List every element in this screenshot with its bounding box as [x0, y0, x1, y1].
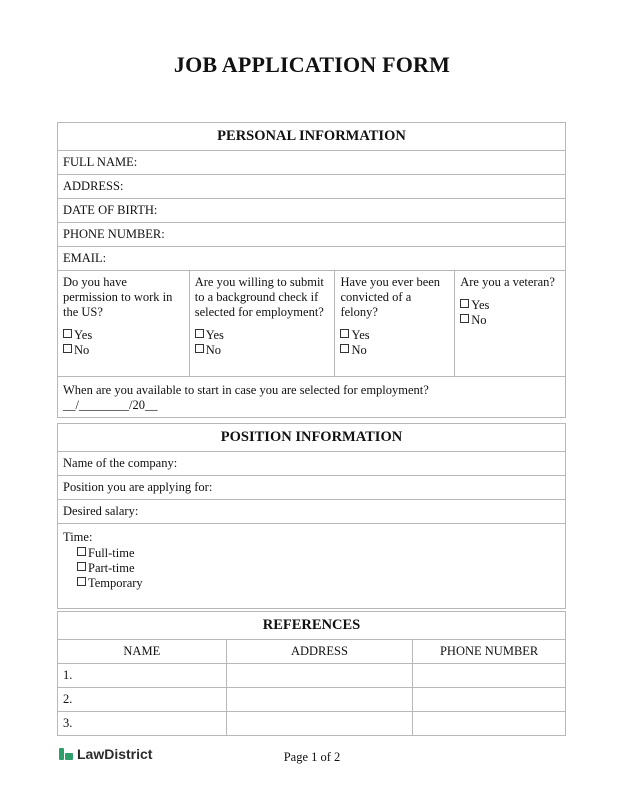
- checkbox-icon[interactable]: [77, 577, 86, 586]
- column-header-address: ADDRESS: [226, 640, 413, 664]
- column-header-phone: PHONE NUMBER: [413, 640, 566, 664]
- column-header-name: NAME: [58, 640, 227, 664]
- table-row[interactable]: 2.: [58, 688, 227, 712]
- checkbox-option[interactable]: Temporary: [77, 576, 560, 591]
- checkbox-option[interactable]: Part-time: [77, 561, 560, 576]
- checkbox-option[interactable]: Yes: [460, 298, 560, 313]
- page-number: Page 1 of 2: [283, 750, 341, 764]
- question-text: Have you ever been convicted of a felony?: [340, 275, 441, 319]
- table-row[interactable]: 3.: [58, 712, 227, 736]
- question-text: Do you have permission to work in the US?: [63, 275, 173, 319]
- start-date-blank[interactable]: __/________/20__: [63, 398, 158, 412]
- address-field[interactable]: ADDRESS:: [58, 175, 566, 199]
- table-row[interactable]: 1.: [58, 664, 227, 688]
- phone-number-field[interactable]: PHONE NUMBER:: [58, 223, 566, 247]
- reference-address-cell[interactable]: [226, 688, 413, 712]
- checkbox-option[interactable]: Yes: [340, 328, 449, 343]
- reference-phone-cell[interactable]: [413, 688, 566, 712]
- question-text: Are you willing to submit to a background check if selected for employment?: [194, 275, 324, 319]
- personal-information-section: [57, 122, 566, 418]
- background-check-question: [189, 271, 335, 377]
- reference-address-cell[interactable]: [226, 712, 413, 736]
- references-section: [57, 611, 566, 736]
- time-options: [63, 546, 560, 591]
- question-text: Are you a veteran?: [460, 275, 555, 289]
- checkbox-icon[interactable]: [340, 344, 349, 353]
- checkbox-icon[interactable]: [195, 344, 204, 353]
- personal-heading: PERSONAL INFORMATION: [58, 123, 566, 151]
- reference-phone-cell[interactable]: [413, 664, 566, 688]
- time-field: [58, 524, 566, 609]
- checkbox-icon[interactable]: [77, 562, 86, 571]
- checkbox-icon[interactable]: [63, 344, 72, 353]
- checkbox-option[interactable]: No: [63, 343, 184, 358]
- checkbox-icon[interactable]: [460, 314, 469, 323]
- checkbox-option[interactable]: Yes: [195, 328, 330, 343]
- checkbox-icon[interactable]: [63, 329, 72, 338]
- position-heading: POSITION INFORMATION: [58, 424, 566, 452]
- felony-question: [335, 271, 455, 377]
- checkbox-option[interactable]: No: [460, 313, 560, 328]
- checkbox-icon[interactable]: [460, 299, 469, 308]
- email-field[interactable]: EMAIL:: [58, 247, 566, 271]
- company-name-field[interactable]: Name of the company:: [58, 452, 566, 476]
- reference-phone-cell[interactable]: [413, 712, 566, 736]
- checkbox-option[interactable]: Full-time: [77, 546, 560, 561]
- checkbox-icon[interactable]: [195, 329, 204, 338]
- reference-address-cell[interactable]: [226, 664, 413, 688]
- date-of-birth-field[interactable]: DATE OF BIRTH:: [58, 199, 566, 223]
- availability-field[interactable]: [58, 377, 566, 418]
- checkbox-option[interactable]: No: [340, 343, 449, 358]
- full-name-field[interactable]: FULL NAME:: [58, 151, 566, 175]
- position-information-section: [57, 423, 566, 609]
- position-field[interactable]: Position you are applying for:: [58, 476, 566, 500]
- checkbox-icon[interactable]: [340, 329, 349, 338]
- work-permission-question: [58, 271, 190, 377]
- checkbox-icon[interactable]: [77, 547, 86, 556]
- time-label: Time:: [63, 530, 93, 544]
- checkbox-option[interactable]: Yes: [63, 328, 184, 343]
- veteran-question: [455, 271, 566, 377]
- brand-name: LawDistrict: [77, 746, 153, 762]
- availability-question: When are you available to start in case you are selected for employment?: [63, 383, 429, 397]
- checkbox-option[interactable]: No: [195, 343, 330, 358]
- form-title: JOB APPLICATION FORM: [173, 52, 451, 77]
- references-heading: REFERENCES: [58, 612, 566, 640]
- desired-salary-field[interactable]: Desired salary:: [58, 500, 566, 524]
